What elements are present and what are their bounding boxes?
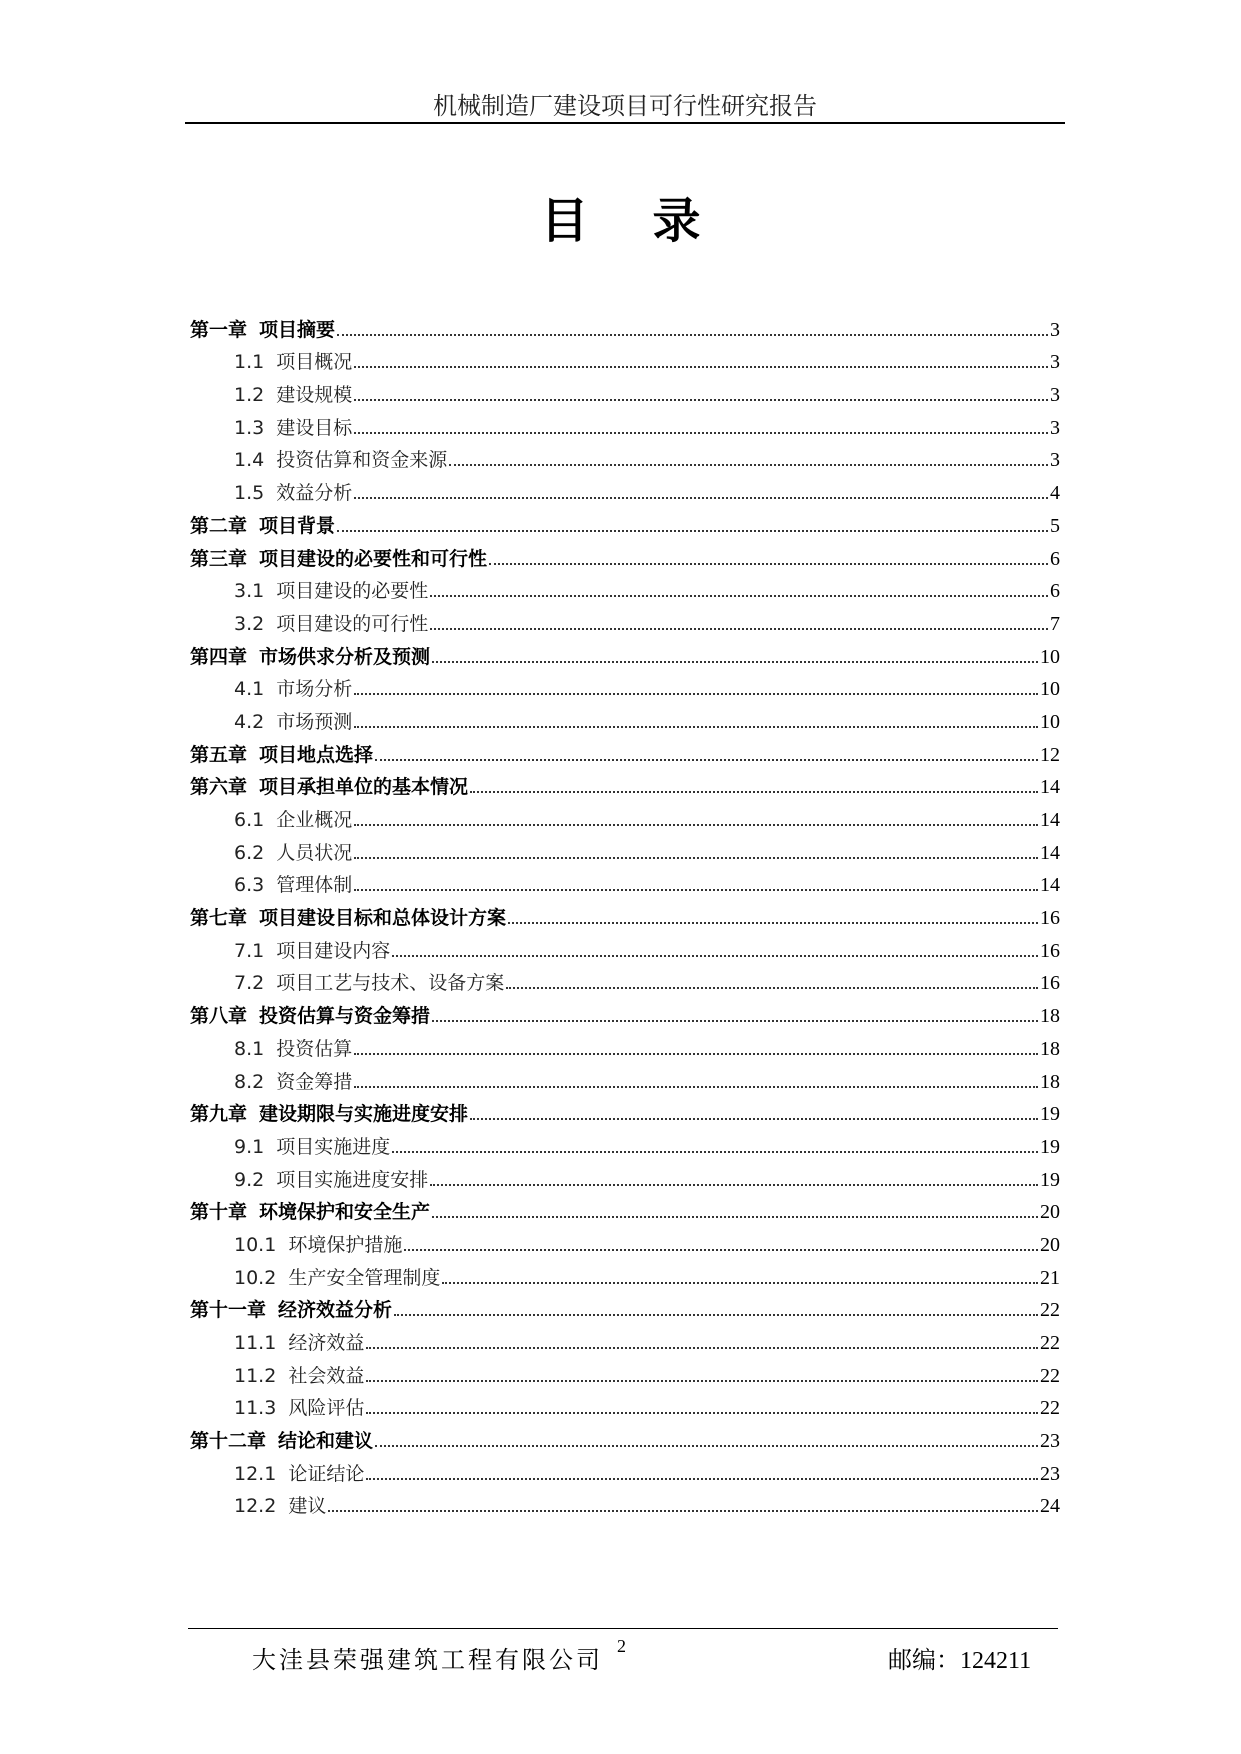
toc-page-number: 22 [1040,1332,1060,1354]
toc-dot-leader [430,1183,1038,1186]
toc-dot-leader [432,1215,1038,1218]
toc-entry-title: 资金筹措 [276,1070,353,1093]
toc-page-number: 10 [1040,678,1060,701]
toc-entry-title: 项目概况 [276,351,353,374]
toc-section-row[interactable] [190,341,1060,374]
toc-entry-label [190,1005,430,1027]
toc-entry-title: 市场预测 [276,710,353,733]
toc-entry-number: 10.2 [234,1266,277,1289]
toc-entry-number: 9.1 [234,1135,265,1158]
footer-company: 大洼县荣强建筑工程有限公司 [252,1646,603,1674]
toc-dot-leader [442,1281,1038,1284]
toc-entry-number: 6.2 [234,841,265,864]
toc-dot-leader [337,333,1048,336]
toc-title: 目录 [540,193,765,249]
toc-entry-title: 建设期限与实施进度安排 [259,1103,469,1126]
table-of-contents [190,308,1060,1517]
toc-section-row[interactable] [190,798,1060,831]
toc-entry-title: 经济效益 [288,1332,365,1354]
header-divider [185,122,1065,124]
toc-section-row[interactable] [190,406,1060,439]
toc-entry-number: 6.3 [234,874,265,897]
toc-dot-leader [432,660,1038,663]
footer-page-number: 2 [617,1636,626,1656]
toc-entry-label [190,842,352,864]
toc-entry-number: 1.5 [234,482,265,505]
toc-dot-leader [354,856,1038,859]
toc-entry-title: 投资估算 [276,1037,353,1060]
toc-entry-number: 1.4 [234,449,265,472]
toc-page-number: 14 [1040,776,1060,799]
toc-entry-number: 第八章 [190,1005,248,1028]
toc-entry-title: 项目摘要 [259,318,336,341]
toc-entry-title: 市场分析 [276,678,353,701]
toc-chapter-row[interactable] [190,766,1060,799]
toc-dot-leader [328,1509,1038,1512]
toc-dot-leader [375,758,1038,761]
toc-dot-leader [354,888,1038,891]
toc-entry-label [190,351,352,373]
toc-entry-label [190,1495,326,1517]
toc-entry-number: 3.1 [234,580,265,603]
toc-entry-title: 建设目标 [276,416,353,439]
toc-section-row[interactable] [190,700,1060,733]
toc-page-number: 20 [1040,1233,1060,1256]
toc-page-number: 3 [1050,351,1060,374]
toc-entry-number: 1.3 [234,416,265,439]
toc-entry-title: 管理体制 [276,874,353,897]
toc-entry-number: 第四章 [190,645,248,668]
toc-chapter-row[interactable] [190,1093,1060,1126]
toc-entry-title: 论证结论 [288,1462,365,1485]
toc-entry-number: 第三章 [190,547,248,570]
toc-dot-leader [354,365,1048,368]
toc-entry-label [190,1234,402,1256]
toc-page-number: 6 [1050,580,1060,603]
toc-section-row[interactable] [190,929,1060,962]
toc-entry-number: 6.1 [234,809,265,831]
toc-section-row[interactable] [190,602,1060,635]
toc-entry-title: 风险评估 [288,1397,365,1420]
toc-entry-title: 项目实施进度安排 [276,1168,429,1191]
toc-entry-number: 1.1 [234,351,265,374]
toc-entry-label [190,1332,364,1354]
toc-section-row[interactable] [190,373,1060,406]
toc-dot-leader [449,463,1048,466]
toc-entry-number: 11.2 [234,1364,277,1387]
toc-section-row[interactable] [190,1354,1060,1387]
toc-section-row[interactable] [190,1027,1060,1060]
toc-dot-leader [366,1477,1038,1480]
toc-chapter-row[interactable] [190,635,1060,668]
toc-entry-title: 结论和建议 [278,1430,374,1453]
toc-entry-title: 市场供求分析及预测 [259,645,431,668]
toc-entry-label [190,384,352,406]
toc-entry-title: 环境保护措施 [288,1233,403,1256]
toc-dot-leader [366,1411,1038,1414]
toc-section-row[interactable] [190,1158,1060,1191]
toc-page-number: 6 [1050,547,1060,570]
toc-entry-number: 12.1 [234,1462,277,1485]
toc-entry-title: 生产安全管理制度 [288,1266,441,1289]
toc-page-number: 5 [1050,514,1060,537]
toc-page-number: 3 [1050,416,1060,439]
toc-entry-title: 社会效益 [288,1364,365,1387]
toc-chapter-row[interactable] [190,1419,1060,1452]
toc-entry-number: 第十一章 [190,1299,267,1322]
toc-chapter-row[interactable] [190,537,1060,570]
toc-dot-leader [375,1444,1038,1447]
toc-page-number: 4 [1050,482,1060,505]
toc-page-number: 18 [1040,1005,1060,1028]
toc-page-number: 7 [1050,612,1060,635]
toc-entry-label [190,646,430,668]
toc-dot-leader [366,1379,1038,1382]
toc-entry-label [190,972,504,994]
toc-page-number: 22 [1040,1397,1060,1420]
toc-section-row[interactable] [190,1452,1060,1485]
toc-entry-number: 10.1 [234,1233,277,1256]
page-header-title: 机械制造厂建设项目可行性研究报告 [433,92,817,120]
toc-page-number: 3 [1050,449,1060,472]
toc-dot-leader [354,398,1048,401]
toc-entry-title: 建议 [288,1495,327,1518]
toc-dot-leader [354,725,1038,728]
toc-entry-title: 项目建设目标和总体设计方案 [259,907,507,930]
toc-entry-title: 项目承担单位的基本情况 [259,776,469,799]
toc-chapter-row[interactable] [190,504,1060,537]
toc-page-number: 19 [1040,1135,1060,1158]
toc-entry-label [190,1038,352,1060]
toc-section-row[interactable] [190,1256,1060,1289]
toc-dot-leader [508,921,1038,924]
toc-page-number: 24 [1040,1495,1060,1518]
toc-chapter-row[interactable] [190,896,1060,929]
toc-chapter-row[interactable] [190,733,1060,766]
toc-entry-number: 第七章 [190,907,248,930]
toc-entry-label [190,940,390,962]
toc-entry-title: 项目地点选择 [259,743,374,766]
toc-entry-title: 项目建设的可行性 [276,612,429,635]
toc-entry-label [190,809,352,831]
toc-entry-number: 第二章 [190,514,248,537]
toc-entry-number: 7.2 [234,972,265,995]
toc-section-row[interactable] [190,1223,1060,1256]
toc-entry-number: 4.2 [234,710,265,733]
toc-entry-label [190,580,428,602]
toc-entry-number: 第十章 [190,1201,248,1224]
toc-entry-label [190,776,468,798]
toc-entry-title: 项目实施进度 [276,1135,391,1158]
toc-dot-leader [489,562,1048,565]
toc-entry-title: 投资估算与资金筹措 [259,1005,431,1028]
toc-entry-title: 项目建设内容 [276,939,391,962]
toc-entry-label [190,613,428,635]
toc-entry-label [190,1267,440,1289]
toc-entry-number: 8.1 [234,1037,265,1060]
toc-entry-title: 项目建设的必要性 [276,580,429,603]
toc-entry-label [190,711,352,733]
toc-section-row[interactable] [190,1485,1060,1518]
toc-page-number: 20 [1040,1201,1060,1224]
toc-entry-title: 经济效益分析 [278,1299,393,1322]
toc-entry-number: 第六章 [190,776,248,799]
toc-page-number: 16 [1040,907,1060,930]
toc-entry-number: 11.3 [234,1397,277,1420]
toc-entry-title: 环境保护和安全生产 [259,1201,431,1224]
toc-dot-leader [430,627,1048,630]
toc-chapter-row[interactable] [190,308,1060,341]
toc-page-number: 22 [1040,1364,1060,1387]
toc-page-number: 19 [1040,1168,1060,1191]
toc-entry-title: 项目背景 [259,514,336,537]
toc-dot-leader [354,1085,1038,1088]
toc-dot-leader [392,1150,1038,1153]
toc-section-row[interactable] [190,471,1060,504]
toc-dot-leader [354,431,1048,434]
footer-postcode: 邮编：124211 [888,1648,1032,1674]
toc-entry-title: 人员状况 [276,841,353,864]
toc-page-number: 22 [1040,1299,1060,1322]
toc-entry-label [190,907,506,929]
toc-entry-number: 第十二章 [190,1430,267,1453]
toc-section-row[interactable] [190,1125,1060,1158]
toc-page-number: 16 [1040,939,1060,962]
toc-page-number: 18 [1040,1037,1060,1060]
toc-section-row[interactable] [190,570,1060,603]
toc-entry-label [190,1397,364,1419]
toc-entry-label [190,319,335,341]
toc-entry-title: 企业概况 [276,809,353,831]
toc-entry-label [190,874,352,896]
toc-dot-leader [392,954,1038,957]
toc-entry-label [190,482,352,504]
toc-page-number: 18 [1040,1070,1060,1093]
toc-entry-label [190,1071,352,1093]
toc-entry-label [190,417,352,439]
toc-entry-label [190,1463,364,1485]
toc-entry-number: 7.1 [234,939,265,962]
toc-section-row[interactable] [190,1060,1060,1093]
toc-section-row[interactable] [190,1321,1060,1354]
toc-entry-title: 投资估算和资金来源 [276,449,448,472]
toc-page-number: 10 [1040,645,1060,668]
toc-entry-number: 第九章 [190,1103,248,1126]
toc-page-number: 16 [1040,972,1060,995]
toc-page-number: 23 [1040,1430,1060,1453]
toc-section-row[interactable] [190,439,1060,472]
toc-entry-label [190,678,352,700]
toc-entry-number: 第一章 [190,318,248,341]
toc-entry-title: 项目建设的必要性和可行性 [259,547,488,570]
toc-entry-title: 效益分析 [276,482,353,505]
toc-dot-leader [470,1117,1038,1120]
toc-entry-label [190,515,335,537]
toc-entry-label [190,449,447,471]
toc-page-number: 14 [1040,841,1060,864]
toc-entry-title: 建设规模 [276,384,353,407]
toc-dot-leader [354,692,1038,695]
toc-entry-number: 11.1 [234,1332,277,1354]
toc-section-row[interactable] [190,831,1060,864]
toc-section-row[interactable] [190,668,1060,701]
toc-section-row[interactable] [190,864,1060,897]
toc-entry-label [190,1430,373,1452]
toc-dot-leader [470,790,1038,793]
toc-dot-leader [337,529,1048,532]
footer-divider [188,1628,1058,1629]
toc-dot-leader [430,594,1048,597]
toc-entry-title: 项目工艺与技术、设备方案 [276,972,505,995]
toc-page-number: 23 [1040,1462,1060,1485]
toc-entry-label [190,1365,364,1387]
toc-dot-leader [354,1052,1038,1055]
toc-page-number: 12 [1040,743,1060,766]
toc-page-number: 14 [1040,809,1060,831]
toc-entry-number: 8.2 [234,1070,265,1093]
toc-dot-leader [394,1313,1038,1316]
toc-chapter-row[interactable] [190,1289,1060,1322]
toc-dot-leader [354,496,1048,499]
toc-entry-label [190,1299,392,1321]
toc-dot-leader [432,1019,1038,1022]
toc-dot-leader [354,823,1038,826]
toc-entry-number: 第五章 [190,743,248,766]
toc-page-number: 21 [1040,1266,1060,1289]
toc-dot-leader [366,1346,1038,1349]
toc-entry-label [190,744,373,766]
toc-page-number: 3 [1050,318,1060,341]
toc-entry-label [190,1169,428,1191]
toc-section-row[interactable] [190,962,1060,995]
toc-entry-number: 9.2 [234,1168,265,1191]
toc-page-number: 19 [1040,1103,1060,1126]
toc-entry-number: 3.2 [234,612,265,635]
toc-entry-number: 4.1 [234,678,265,701]
toc-section-row[interactable] [190,1387,1060,1420]
toc-entry-label [190,1201,430,1223]
toc-entry-label [190,548,487,570]
toc-entry-label [190,1103,468,1125]
toc-page-number: 14 [1040,874,1060,897]
toc-entry-label [190,1136,390,1158]
toc-dot-leader [404,1248,1038,1251]
toc-chapter-row[interactable] [190,1191,1060,1224]
toc-page-number: 10 [1040,710,1060,733]
toc-chapter-row[interactable] [190,994,1060,1027]
toc-dot-leader [506,986,1038,989]
toc-page-number: 3 [1050,384,1060,407]
toc-entry-number: 1.2 [234,384,265,407]
toc-entry-number: 12.2 [234,1495,277,1518]
